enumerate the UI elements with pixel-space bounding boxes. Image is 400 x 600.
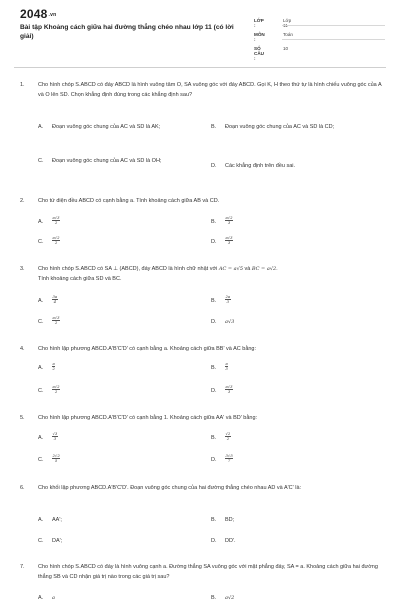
fraction-denominator: 2 — [226, 436, 230, 442]
question-text: Cho hình lập phương ABCD.A'B'C'D' có cạnh bằng a. Khoảng cách giữa BB' và AC bằng: — [38, 346, 257, 352]
option-letter: B. — [211, 595, 217, 600]
question-text-part: và — [243, 266, 252, 272]
option-letter: B. — [211, 435, 217, 441]
math-expression: BC = a√2. — [251, 266, 278, 272]
fraction-denominator: 2 — [54, 240, 58, 246]
fraction-numerator: a — [225, 361, 228, 367]
site-logo[interactable] — [20, 7, 56, 21]
option-text: Đoạn vuông góc chung của AC và SD là CD; — [225, 124, 335, 130]
option-text: a√2 — [225, 595, 235, 600]
fraction-denominator: 7 — [227, 458, 231, 464]
fraction-numerator: 2a — [225, 294, 231, 300]
option-text: DA'; — [52, 538, 63, 544]
option-letter: C. — [38, 158, 44, 164]
option-value — [225, 235, 375, 248]
option-text: Đoạn vuông góc chung của AC và SD là AK; — [52, 124, 161, 130]
question-text: Cho khối lập phương ABCD.A'B'C'D'. Đoạn vuông góc chung của hai đường thẳng chéo nhau AD và A'C' là: — [38, 485, 302, 491]
option-letter: A. — [38, 435, 44, 441]
option-letter: C. — [38, 319, 44, 325]
meta-subject-value: Toán — [283, 32, 293, 37]
option-letter: D. — [211, 319, 217, 325]
fraction-numerator: a√3 — [225, 384, 233, 390]
option-letter: D. — [211, 457, 217, 463]
option-letter: A. — [38, 517, 44, 523]
option-value — [52, 431, 202, 444]
option-letter: A. — [38, 124, 44, 130]
fraction-numerator: 2√2 — [52, 453, 60, 459]
meta-count-value: 10 — [283, 46, 289, 51]
option-letter: B. — [211, 124, 217, 130]
option-letter: C. — [38, 538, 44, 544]
option-text: Các khẳng định trên đều sai. — [225, 163, 296, 169]
meta-subject-label: MÔN : — [254, 32, 265, 42]
question-text-part: Cho hình chóp S.ABCD có SA ⊥ (ABCD), đáy ABCD là hình chữ nhật với — [38, 266, 219, 272]
option-text: Đoạn vuông góc chung của AC và SD là OH; — [52, 158, 162, 164]
option-letter: B. — [211, 517, 217, 523]
question-text: Cho hình chóp S.ABCD có đáy ABCD là hình vuông tâm O, SA vuông góc với đáy ABCD. Gọi K, H theo thứ tự là hình chiếu vuông góc của A và O lên SD. Chọn khẳng định đúng trong các khẳng định sau? — [38, 82, 382, 98]
fraction-numerator: a√3 — [52, 315, 60, 321]
fraction-numerator: √2 — [225, 431, 231, 437]
option-letter: B. — [211, 365, 217, 371]
option-value — [52, 235, 202, 248]
fraction-denominator: 3 — [227, 389, 231, 395]
fraction-numerator: a√2 — [52, 384, 60, 390]
option-text: BD; — [225, 517, 235, 523]
option-text: DD'. — [225, 538, 236, 544]
fraction-numerator: a√2 — [52, 235, 60, 241]
fraction-denominator: 2 — [54, 220, 58, 226]
question-text: Cho hình lập phương ABCD.A'B'C'D' có cạnh bằng 1. Khoảng cách giữa AA' và BD' bằng: — [38, 415, 258, 421]
option-letter: D. — [211, 388, 217, 394]
option-letter: A. — [38, 595, 44, 600]
option-value — [52, 315, 202, 328]
meta-count-label: SỐ CÂU : — [254, 46, 264, 61]
question-text-part: Tính khoảng cách giữa SD và BC. — [38, 275, 122, 282]
option-letter: B. — [211, 298, 217, 304]
option-value — [225, 294, 375, 307]
fraction-denominator: 3 — [227, 240, 231, 246]
option-letter: A. — [38, 219, 44, 225]
logo-text: 2048 — [20, 7, 48, 21]
option-letter: A. — [38, 365, 44, 371]
fraction-numerator: a√3 — [225, 235, 233, 241]
question-number: 3. — [20, 266, 25, 272]
question-number: 4. — [20, 346, 25, 352]
fraction-denominator: 3 — [53, 436, 57, 442]
option-value — [52, 294, 202, 307]
option-value: a√3 — [225, 319, 235, 325]
fraction-numerator: 3a — [52, 294, 58, 300]
fraction-denominator: 2 — [52, 366, 55, 372]
option-value — [225, 215, 375, 228]
divider — [282, 25, 385, 26]
option-text: a — [52, 595, 55, 600]
option-letter: D. — [211, 163, 217, 169]
option-letter: D. — [211, 239, 217, 245]
option-value — [52, 453, 202, 466]
option-letter: C. — [38, 388, 44, 394]
fraction-denominator: 3 — [226, 299, 230, 305]
fraction-numerator: a√3 — [52, 215, 60, 221]
logo-suffix: .vn — [48, 11, 57, 18]
meta-class-value: Lớp 11 — [283, 18, 292, 28]
header-divider — [14, 67, 386, 68]
document-header — [0, 0, 400, 62]
fraction-denominator: 4 — [53, 299, 57, 305]
fraction-denominator: 2 — [54, 389, 58, 395]
option-value — [225, 431, 375, 444]
option-value — [52, 215, 202, 228]
question-number: 2. — [20, 198, 25, 204]
question-number: 5. — [20, 415, 25, 421]
fraction-denominator: 3 — [227, 220, 231, 226]
divider — [282, 39, 385, 40]
question-number: 6. — [20, 485, 25, 491]
option-letter: C. — [38, 457, 44, 463]
question-text: Cho tứ diện đều ABCD có cạnh bằng a. Tính khoảng cách giữa AB và CD. — [38, 198, 220, 204]
fraction-denominator: 3 — [225, 366, 228, 372]
option-value — [225, 384, 375, 397]
option-letter: A. — [38, 298, 44, 304]
document-title: Bài tập Khoảng cách giữa hai đường thẳng chéo nhau lớp 11 (có lời giải) — [20, 24, 234, 40]
option-value — [52, 361, 202, 374]
question-text: Cho hình chóp S.ABCD có đáy là hình vuông cạnh a. Đường thẳng SA vuông góc với mặt phẳng đáy, SA = a. Khoảng cách giữa hai đường thẳng SB và CD nhận giá trị nào trong các giá trị sau? — [38, 564, 378, 580]
question-text — [38, 265, 383, 284]
fraction-numerator: √3 — [52, 431, 58, 437]
fraction-numerator: a — [52, 361, 55, 367]
option-text: AA'; — [52, 517, 62, 523]
fraction-numerator: a√2 — [225, 215, 233, 221]
fraction-denominator: 2 — [54, 320, 58, 326]
option-letter: C. — [38, 239, 44, 245]
option-value — [225, 453, 375, 466]
math-expression: AC = a√5 — [218, 266, 243, 272]
question-number: 7. — [20, 564, 25, 570]
option-letter: B. — [211, 219, 217, 225]
option-letter: D. — [211, 538, 217, 544]
fraction-numerator: 3√5 — [225, 453, 233, 459]
question-number: 1. — [20, 82, 25, 88]
option-value — [52, 384, 202, 397]
fraction-denominator: 5 — [54, 458, 58, 464]
meta-class-label: LỚP : — [254, 18, 264, 28]
option-value — [225, 361, 375, 374]
